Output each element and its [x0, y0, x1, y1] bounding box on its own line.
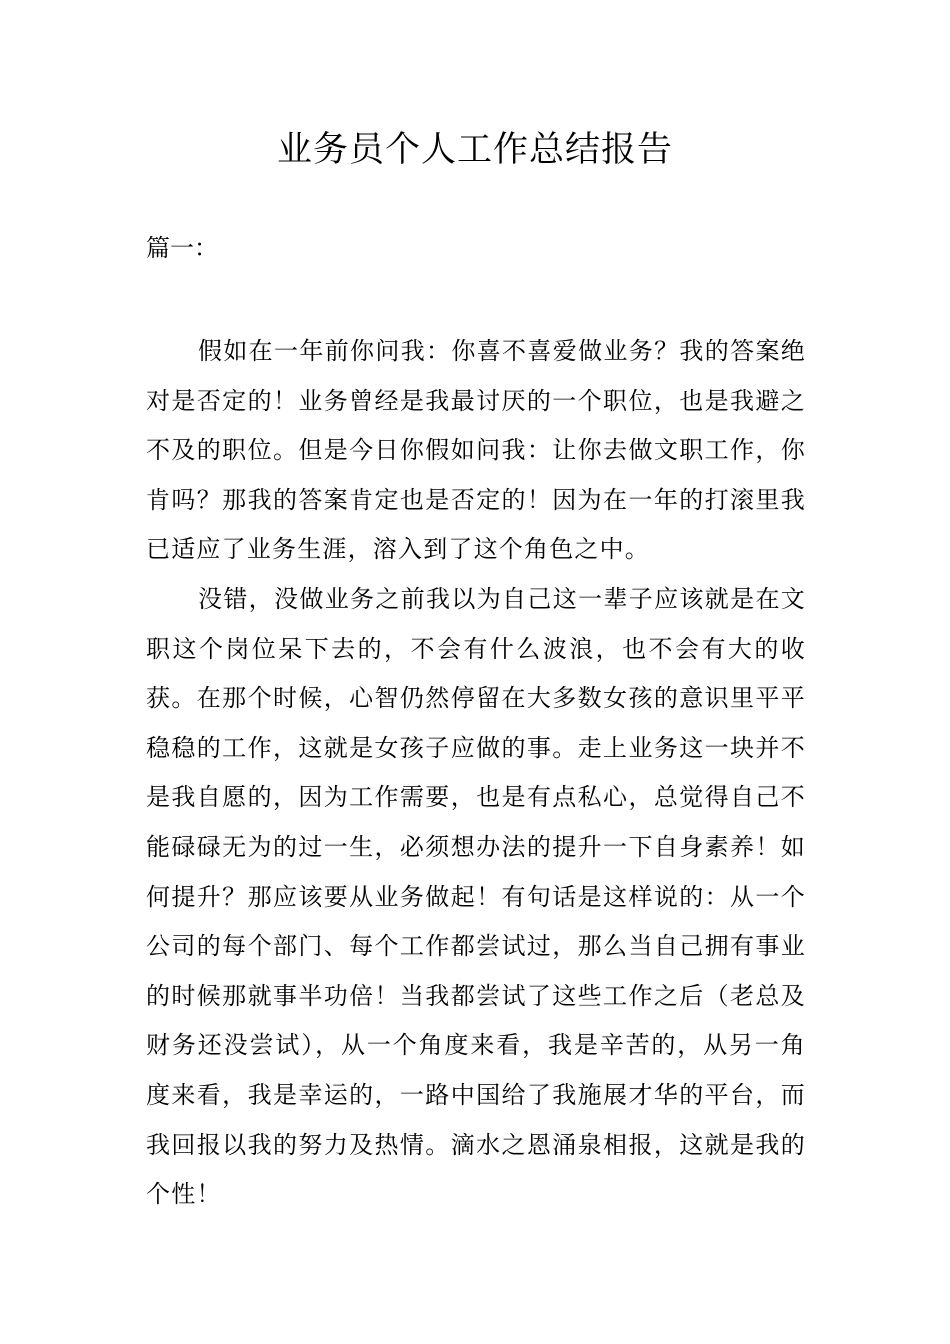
- paragraph-2: 没错，没做业务之前我以为自己这一辈子应该就是在文职这个岗位呆下去的，不会有什么波浪，也不会有大的收获。在那个时候，心智仍然停留在大多数女孩的意识里平平稳稳的工作，这就是女孩子应做的事。走上业务这一块并不是我自愿的，因为工作需要，也是有点私心，总觉得自己不能碌碌无为的过一生，必须想办法的提升一下自身素养！如何提升？那应该要从业务做起！有句话是这样说的：从一个公司的每个部门、每个工作都尝试过，那么当自己拥有事业的时候那就事半功倍！当我都尝试了这些工作之后（老总及财务还没尝试），从一个角度来看，我是辛苦的，从另一角度来看，我是幸运的，一路中国给了我施展才华的平台，而我回报以我的努力及热情。滴水之恩涌泉相报，这就是我的个性！: [146, 584, 806, 1209]
- document-title: 业务员个人工作总结报告: [276, 130, 673, 170]
- document-body: [146, 327, 806, 1220]
- paragraph-1: 假如在一年前你问我：你喜不喜爱做业务？我的答案绝对是否定的！业务曾经是我最讨厌的一个职位，也是我避之不及的职位。但是今日你假如问我：让你去做文职工作，你肯吗？那我的答案肯定也是否定的！因为在一年的打滚里我已适应了业务生涯，溶入到了这个角色之中。: [146, 337, 806, 564]
- section-label: 篇一：: [146, 234, 218, 262]
